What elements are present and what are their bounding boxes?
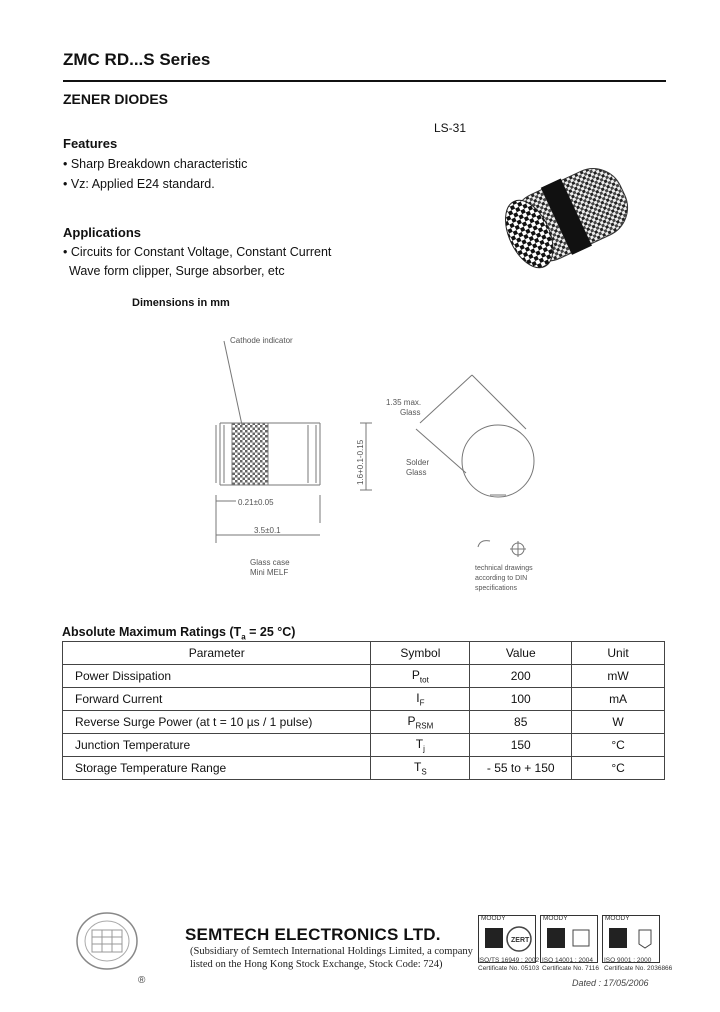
tech-note-2: according to DIN xyxy=(475,575,528,582)
moody-m-icon xyxy=(541,924,597,958)
applications-heading: Applications xyxy=(63,225,142,240)
dimensions-heading: Dimensions in mm xyxy=(132,297,230,309)
value-cell: 100 xyxy=(470,688,572,711)
solder-label: Solder xyxy=(406,458,430,467)
cert-badge-iso-14001: MOODY xyxy=(540,915,598,963)
col-header-symbol: Symbol xyxy=(371,642,470,665)
unit-cell: W xyxy=(572,711,665,734)
cathode-label: Cathode indicator xyxy=(230,336,293,345)
din-symbol xyxy=(478,541,526,557)
col-header-unit: Unit xyxy=(572,642,665,665)
unit-cell: °C xyxy=(572,734,665,757)
dim-135-label: 1.35 max. xyxy=(386,398,422,407)
dim-35-label: 3.5±0.1 xyxy=(254,526,281,535)
table-row xyxy=(63,688,665,711)
parameter-cell: Reverse Surge Power (at t = 10 µs / 1 pulse) xyxy=(63,711,371,734)
dimension-drawing xyxy=(180,325,560,600)
glass-case-label: Glass case xyxy=(250,558,290,567)
page-subtitle: ZENER DIODES xyxy=(63,91,169,107)
cert-badge-iso-ts: MOODY ZERT xyxy=(478,915,536,963)
symbol-cell: $T_S$ xyxy=(371,757,470,780)
cert-name: ISO 9001 : 2000 xyxy=(604,957,652,964)
cert-name: ISO 14001 : 2004 xyxy=(542,957,593,964)
symbol-cell: $P_{RSM}$ xyxy=(371,711,470,734)
feature-item: • Vz: Applied E24 standard. xyxy=(63,177,215,191)
company-subsidiary-line-2: listed on the Hong Kong Stock Exchange, Stock Code: 724) xyxy=(190,959,443,970)
package-photo xyxy=(495,150,645,280)
parameter-cell: Power Dissipation xyxy=(63,665,371,688)
glass-label-1: Glass xyxy=(400,408,421,417)
moody-m-icon xyxy=(603,924,659,958)
package-label: LS-31 xyxy=(434,121,467,135)
parameter-cell: Forward Current xyxy=(63,688,371,711)
symbol-cell: $I_F$ xyxy=(371,688,470,711)
moody-m-icon xyxy=(479,924,535,958)
table-row xyxy=(63,665,665,688)
value-cell: 150 xyxy=(470,734,572,757)
value-cell: 85 xyxy=(470,711,572,734)
unit-cell: mA xyxy=(572,688,665,711)
dated-label: Dated : 17/05/2006 xyxy=(572,978,649,988)
cert-number: Certificate No. 7116 xyxy=(542,965,599,972)
mini-melf-label: Mini MELF xyxy=(250,568,289,577)
feature-item: • Sharp Breakdown characteristic xyxy=(63,157,248,171)
cert-name: ISO/TS 16949 : 2002 xyxy=(478,957,540,964)
dim-021-label: 0.21±0.05 xyxy=(238,498,274,507)
dim-vert-label: 1.6+0.1-0.15 xyxy=(356,439,365,485)
tech-note-3: specifications xyxy=(475,585,518,592)
title-divider xyxy=(63,80,666,82)
registered-mark: ® xyxy=(138,975,146,986)
parameter-cell: Junction Temperature xyxy=(63,734,371,757)
features-heading: Features xyxy=(63,136,118,151)
ratings-title: Absolute Maximum Ratings ($T_a = 25$ °C) xyxy=(62,625,296,642)
table-row xyxy=(63,757,665,780)
table-row xyxy=(63,711,665,734)
symbol-cell: $T_j$ xyxy=(371,734,470,757)
application-item: Wave form clipper, Surge absorber, etc xyxy=(69,264,285,278)
table-row xyxy=(63,734,665,757)
symbol-cell: $P_{tot}$ xyxy=(371,665,470,688)
cert-badge-iso-9001: MOODY xyxy=(602,915,660,963)
cert-number: Certificate No. 05103 xyxy=(478,965,540,972)
svg-text:ZERT: ZERT xyxy=(511,937,530,944)
company-subsidiary-line-1: (Subsidiary of Semtech International Holdings Limited, a company xyxy=(190,946,473,957)
application-item: • Circuits for Constant Voltage, Constant Current xyxy=(63,245,332,259)
unit-cell: mW xyxy=(572,665,665,688)
company-name: SEMTECH ELECTRONICS LTD. xyxy=(185,925,441,944)
parameter-cell: Storage Temperature Range xyxy=(63,757,371,780)
tech-note-1: technical drawings xyxy=(475,565,533,572)
cert-number: Certificate No. 2036866 xyxy=(604,965,673,972)
col-header-value: Value xyxy=(470,642,572,665)
glass-label-2: Glass xyxy=(406,468,427,477)
ratings-table xyxy=(62,641,665,780)
page-title: ZMC RD...S Series xyxy=(63,50,211,69)
company-logo-icon xyxy=(72,910,142,972)
value-cell: - 55 to + 150 xyxy=(470,757,572,780)
col-header-parameter: Parameter xyxy=(63,642,371,665)
unit-cell: °C xyxy=(572,757,665,780)
table-header-row xyxy=(63,642,665,665)
value-cell: 200 xyxy=(470,665,572,688)
